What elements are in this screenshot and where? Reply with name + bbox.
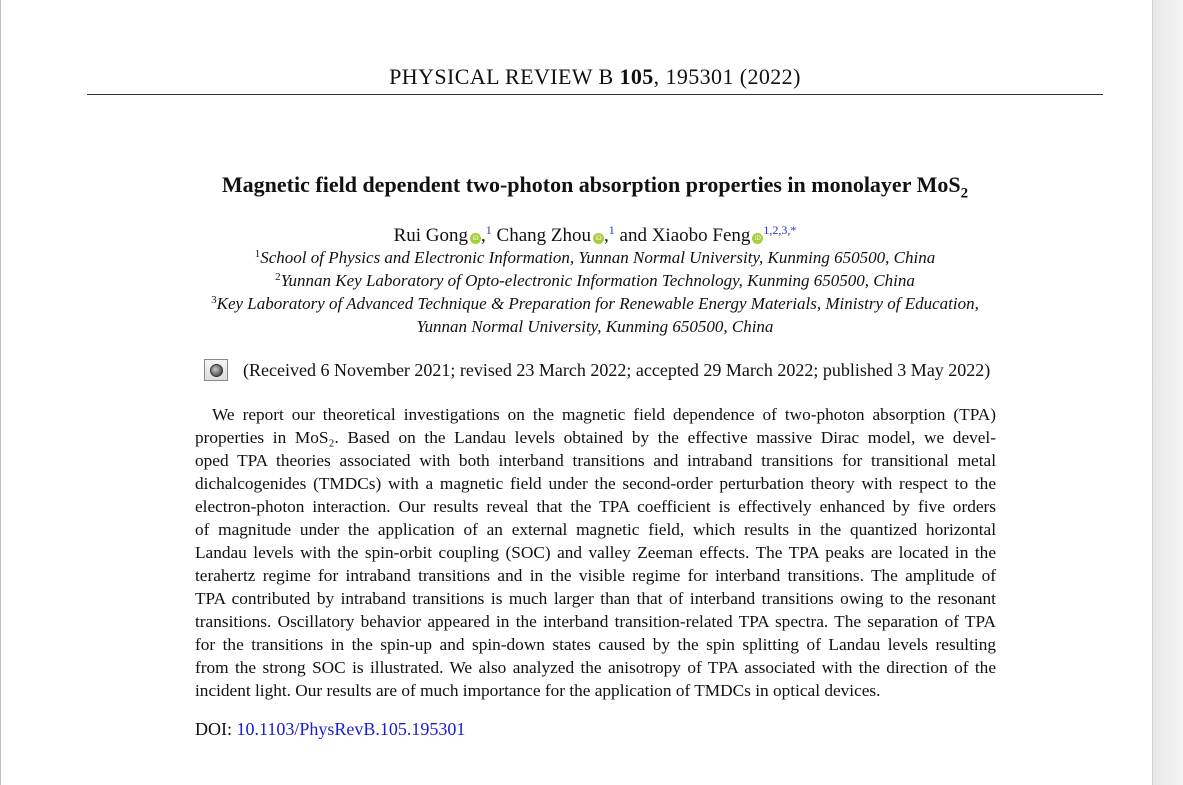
author-separator: , bbox=[604, 225, 609, 246]
abstract-line: We report our theoretical investigations on the magnetic field dependence of two-photon absorption (TPA) bbox=[212, 405, 996, 424]
crossmark-glyph bbox=[210, 364, 223, 377]
paper-title-text: Magnetic field dependent two-photon absorption properties in monolayer MoS bbox=[221, 172, 961, 197]
affiliation-text: Yunnan Normal University, Kunming 650500, China bbox=[416, 317, 774, 336]
affiliation-number: 1 bbox=[254, 248, 261, 260]
paper-title bbox=[0, 172, 1183, 202]
author-affiliation-ref[interactable]: 1 bbox=[608, 223, 615, 237]
affiliation-3 bbox=[0, 294, 1183, 314]
orcid-icon[interactable]: iD bbox=[593, 233, 604, 244]
doi-link[interactable]: 10.1103/PhysRevB.105.195301 bbox=[236, 719, 466, 739]
author-name[interactable]: Xiaobo Feng bbox=[651, 225, 751, 246]
affiliation-number: 2 bbox=[275, 271, 281, 283]
orcid-icon[interactable]: iD bbox=[470, 233, 481, 244]
doi-label: DOI: bbox=[195, 719, 232, 739]
abstract bbox=[195, 403, 996, 702]
abstract-line: properties in MoS₂. Based on the Landau levels obtained by the effective massive Dirac model, we devel- bbox=[195, 428, 996, 447]
abstract-line: from the strong SOC is illustrated. We also analyzed the anisotropy of TPA associated with the direction of the bbox=[195, 658, 996, 677]
doi-line bbox=[195, 719, 465, 740]
orcid-icon[interactable]: iD bbox=[752, 233, 763, 244]
affiliation-1 bbox=[0, 248, 1183, 268]
affiliation-text: Key Laboratory of Advanced Technique & Preparation for Renewable Energy Materials, Ministry of Education, bbox=[216, 294, 979, 313]
affiliation-3-continued bbox=[0, 317, 1183, 337]
author-name[interactable]: Chang Zhou bbox=[496, 225, 592, 246]
abstract-line: incident light. Our results are of much importance for the application of TMDCs in optical devices. bbox=[195, 681, 881, 700]
abstract-line: TPA contributed by intraband transitions is much larger than that of interband transitions owing to the resonant bbox=[195, 589, 996, 608]
abstract-line: Landau levels with the spin-orbit coupling (SOC) and valley Zeeman effects. The TPA peaks are located in the bbox=[195, 543, 996, 562]
paper-title-subscript: 2 bbox=[960, 185, 969, 202]
check-for-updates-icon[interactable] bbox=[204, 359, 228, 381]
history-row bbox=[204, 359, 1004, 385]
author-list bbox=[0, 223, 1183, 247]
abstract-line: for the transitions in the spin-up and spin-down states caused by the spin splitting of Landau levels resulting bbox=[195, 635, 996, 654]
running-head bbox=[87, 64, 1103, 90]
affiliation-text: Yunnan Key Laboratory of Opto-electronic Information Technology, Kunming 650500, China bbox=[280, 271, 915, 290]
abstract-line: terahertz regime for intraband transitions and in the visible regime for interband transitions. The amplitude of bbox=[195, 566, 996, 585]
journal-name: PHYSICAL REVIEW B bbox=[389, 64, 614, 89]
viewer-scroll-gutter[interactable] bbox=[1152, 0, 1183, 785]
author-affiliation-ref[interactable]: 1,2,3,* bbox=[763, 223, 797, 237]
abstract-line: of magnitude under the application of an external magnetic field, which results in the quantized horizontal bbox=[195, 520, 996, 539]
author-name[interactable]: Rui Gong bbox=[393, 225, 469, 246]
abstract-line: electron-photon interaction. Our results reveal that the TPA coefficient is effectively enhanced by five orders bbox=[195, 497, 996, 516]
publication-history: (Received 6 November 2021; revised 23 March 2022; accepted 29 March 2022; published 3 May 2022) bbox=[243, 360, 991, 380]
article-number-year: , 195301 (2022) bbox=[653, 64, 801, 89]
affiliation-text: School of Physics and Electronic Information, Yunnan Normal University, Kunming 650500, China bbox=[260, 248, 936, 267]
affiliation-2 bbox=[0, 271, 1183, 291]
header-rule bbox=[87, 94, 1103, 95]
journal-volume: 105 bbox=[619, 64, 654, 89]
abstract-line: oped TPA theories associated with both interband transitions and intraband transitions for transitional metal bbox=[195, 451, 996, 470]
author-affiliation-ref[interactable]: 1 bbox=[485, 223, 492, 237]
abstract-line: transitions. Oscillatory behavior appeared in the interband transition-related TPA spectra. The separation of TPA bbox=[195, 612, 996, 631]
author-connector: and bbox=[619, 225, 647, 246]
author-separator: , bbox=[481, 225, 486, 246]
page-edge-left bbox=[0, 0, 1, 785]
affiliation-number: 3 bbox=[211, 294, 217, 306]
abstract-line: dichalcogenides (TMDCs) with a magnetic field under the second-order perturbation theory with respect to the bbox=[195, 474, 996, 493]
